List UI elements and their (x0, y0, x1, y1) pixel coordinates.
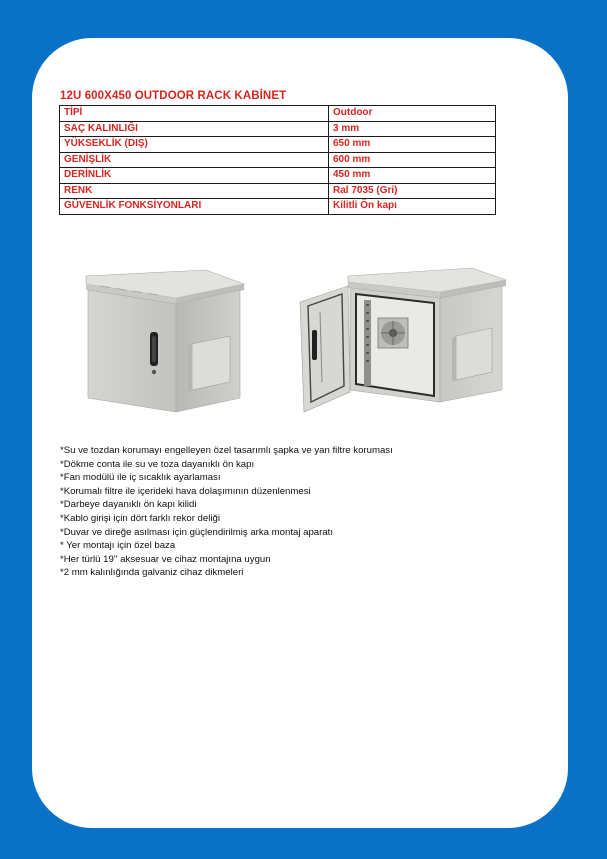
list-item: *Her türlü 19'' aksesuar ve cihaz montajına uygun (60, 553, 271, 565)
list-item: *Dökme conta ile su ve toza dayanıklı ön kapı (60, 458, 255, 470)
list-item: *Korumalı filtre ile içerideki hava dolaşımının düzenlenmesi (60, 485, 311, 497)
cabinet-closed-image (80, 262, 250, 422)
spec-label: GENİŞLİK (60, 152, 329, 168)
spec-label: GÜVENLİK FONKSİYONLARI (60, 199, 329, 215)
table-row (60, 199, 496, 215)
spec-label: RENK (60, 183, 329, 199)
list-item: * Yer montajı için özel baza (60, 540, 176, 552)
spec-value: Ral 7035 (Gri) (329, 183, 496, 199)
list-item: *Darbeye dayanıklı ön kapı kilidi (60, 499, 197, 511)
spec-label: SAÇ KALINLIĞI (60, 121, 329, 137)
spec-value: 650 mm (329, 137, 496, 153)
product-title: 12U 600X450 OUTDOOR RACK KABİNET (60, 90, 287, 102)
feature-list (60, 444, 393, 580)
table-row (60, 168, 496, 184)
table-row (60, 121, 496, 137)
spec-label: DERİNLİK (60, 168, 329, 184)
list-item: *2 mm kalınlığında galvaniz cihaz dikmeleri (60, 567, 244, 579)
spec-label: YÜKSEKLİK (DIŞ) (60, 137, 329, 153)
spec-value: 3 mm (329, 121, 496, 137)
spec-table (59, 105, 496, 215)
spec-value: Kilitli Ön kapı (329, 199, 496, 215)
list-item: *Duvar ve direğe asılması için güçlendirilmiş arka montaj aparatı (60, 526, 334, 538)
list-item: *Kablo girişi için dört farklı rekor deliği (60, 512, 220, 524)
spec-value: 600 mm (329, 152, 496, 168)
cabinet-open-image (292, 262, 512, 422)
list-item: *Su ve tozdan korumayı engelleyen özel tasarımlı şapka ve yan filtre koruması (60, 445, 393, 456)
table-row (60, 106, 496, 122)
table-row (60, 152, 496, 168)
spec-value: Outdoor (329, 106, 496, 122)
spec-label: TİPİ (60, 106, 329, 122)
list-item: *Fan modülü ile iç sıcaklık ayarlaması (60, 472, 221, 484)
table-row (60, 137, 496, 153)
table-row (60, 183, 496, 199)
spec-value: 450 mm (329, 168, 496, 184)
